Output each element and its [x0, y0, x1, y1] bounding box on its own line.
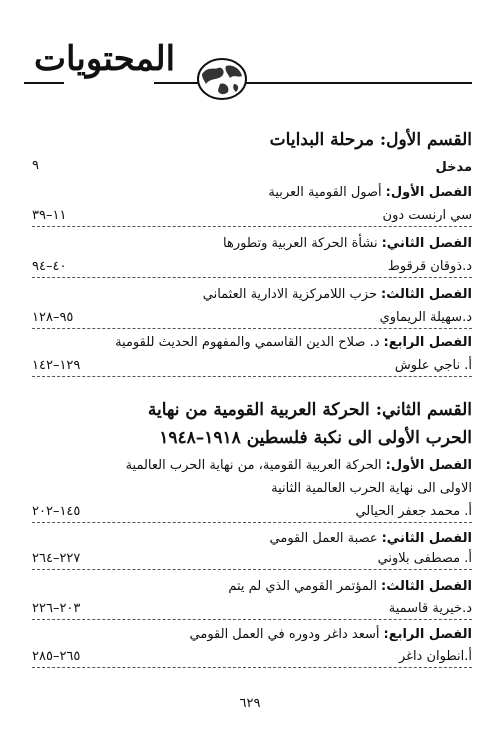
page-title: المحتويات: [34, 39, 176, 79]
s1-ch2-pages: ٤٠–٩٤: [32, 259, 72, 274]
s1-ch1-pages: ١١–٣٩: [32, 208, 72, 223]
s1-ch3-author-row: [32, 312, 472, 329]
s1-ch2-heading: [223, 237, 472, 250]
s2-ch4-desc: أسعد داغر ودوره في العمل القومي: [189, 627, 380, 642]
intro-row: [32, 160, 472, 176]
s2-ch3-author-row: [32, 603, 472, 620]
s2-ch4-author-row: [32, 651, 472, 668]
s1-ch3-heading: [203, 288, 472, 301]
s2-ch1-label: الفصل الأول:: [385, 458, 472, 473]
page-number: ٦٢٩: [239, 696, 261, 711]
s2-ch3-desc: المؤتمر القومي الذي لم يتم: [228, 579, 377, 594]
s1-ch2-label: الفصل الثاني:: [381, 236, 472, 251]
s1-ch1-author-row: [32, 210, 472, 227]
globe-icon: [196, 56, 248, 102]
s1-ch3-pages: ٩٥–١٢٨: [32, 310, 79, 325]
section-1-prefix: القسم الأول:: [379, 130, 472, 150]
s2-ch1-desc: الحركة العربية القومية، من نهاية الحرب العالمية: [125, 458, 382, 473]
s2-ch1-author: أ. محمد جعفر الحيالي: [349, 504, 472, 519]
s2-ch3-pages: ٢٠٣–٢٢٦: [32, 601, 86, 616]
s2-ch2-author: أ. مصطفى بلاوني: [372, 551, 472, 566]
s2-ch1-pages: ١٤٥–٢٠٢: [32, 504, 86, 519]
s2-ch3-label: الفصل الثالث:: [381, 579, 472, 594]
intro-label: مدخل: [435, 160, 472, 175]
s2-ch2-pages: ٢٢٧–٢٦٤: [32, 551, 86, 566]
s1-ch3-desc: حزب اللامركزية الادارية العثماني: [202, 287, 377, 302]
s2-ch1-heading: [126, 459, 472, 472]
s2-ch3-author: د.خيرية قاسمية: [383, 601, 472, 616]
intro-page: ٩: [32, 158, 45, 173]
section-2-prefix: القسم الثاني:: [375, 400, 472, 420]
s1-ch1-author: سي ارنست دون: [377, 208, 472, 223]
section-1-title: [270, 130, 472, 150]
s2-ch2-label: الفصل الثاني:: [381, 531, 472, 546]
s2-ch2-desc: عصبة العمل القومي: [269, 531, 378, 546]
s2-ch1-author-row: [32, 506, 472, 523]
s1-ch1-heading: [268, 186, 472, 199]
s1-ch1-label: الفصل الأول:: [385, 185, 472, 200]
s2-ch2-author-row: [32, 553, 472, 570]
title-rule-left: [24, 82, 64, 84]
s2-ch4-label: الفصل الرابع:: [383, 627, 472, 642]
s2-ch3-heading: [228, 580, 472, 593]
s1-ch4-label: الفصل الرابع:: [383, 335, 472, 350]
s1-ch3-author: د.سهيلة الريماوي: [374, 310, 472, 325]
s2-ch4-pages: ٢٦٥–٢٨٥: [32, 649, 86, 664]
s1-ch3-label: الفصل الثالث:: [381, 287, 472, 302]
s1-ch4-author-row: [32, 360, 472, 377]
s1-ch2-desc: نشأة الحركة العربية وتطورها: [223, 236, 378, 251]
s1-ch4-desc: د. صلاح الدين القاسمي والمفهوم الحديث للقومية: [115, 335, 380, 350]
s1-ch1-desc: أصول القومية العربية: [268, 185, 382, 200]
section-2-title-line2: الحرب الأولى الى نكبة فلسطين ١٩١٨–١٩٤٨: [159, 428, 472, 448]
section-2-rest: الحركة العربية القومية من نهاية: [147, 400, 376, 420]
s1-ch2-author-row: [32, 261, 472, 278]
section-2-title-line1: [148, 400, 472, 420]
section-1-rest: مرحلة البدايات: [269, 130, 380, 150]
s1-ch4-author: أ. ناجي علوش: [389, 358, 472, 373]
s2-ch2-heading: [270, 532, 472, 545]
s2-ch1-desc-line2: الاولى الى نهاية الحرب العالمية الثانية: [271, 481, 472, 496]
s1-ch4-pages: ١٢٩–١٤٢: [32, 358, 86, 373]
s2-ch4-author: أ.انطوان داغر: [393, 649, 472, 664]
s1-ch4-heading: [115, 336, 472, 349]
s2-ch4-heading: [190, 628, 472, 641]
s1-ch2-author: د.ذوقان قرقوط: [382, 259, 472, 274]
